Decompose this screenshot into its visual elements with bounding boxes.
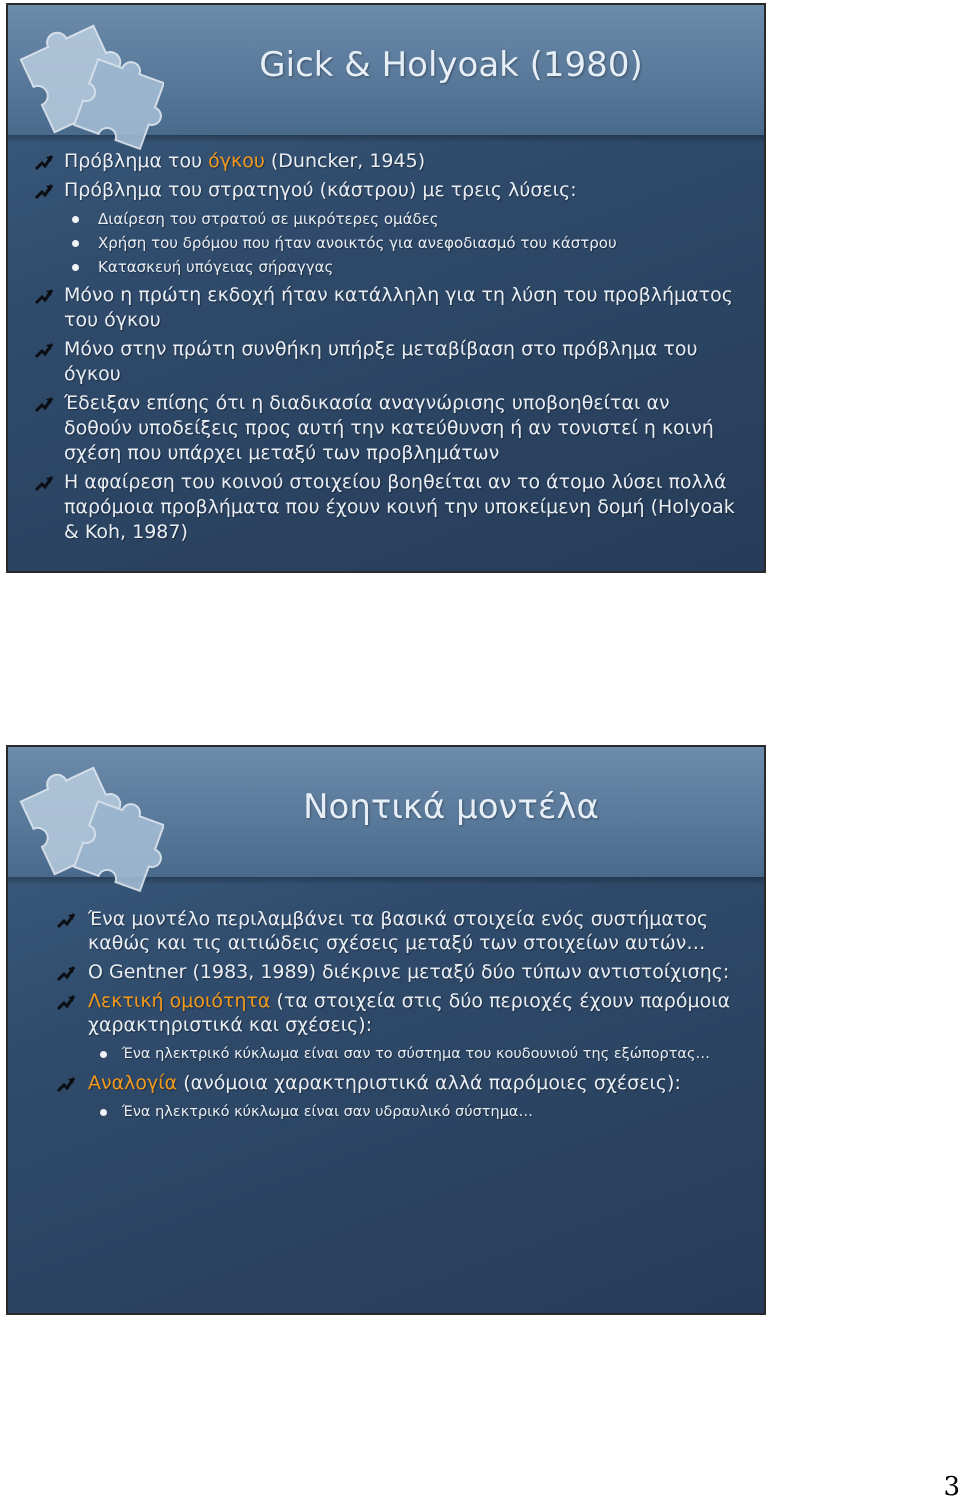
slide-gick-holyoak	[6, 3, 766, 573]
bullet-text: Κατασκευή υπόγειας σήραγγας	[98, 258, 334, 276]
sub-bullet-item	[30, 255, 740, 279]
page-number: 3	[943, 1472, 960, 1502]
arrow-bullet-icon	[34, 153, 54, 170]
bullet-text: Η αφαίρεση του κοινού στοιχείου βοηθείται αν το άτομο λύσει πολλά παρόμοια προβλήματα που έχουν κοινή την υποκείμενη δομή (Holyoak & Koh, 1987)	[64, 471, 735, 543]
bullet-item	[30, 283, 740, 333]
slide-title: Gick & Holyoak (1980)	[259, 45, 643, 85]
bullet-text: Χρήση του δρόμου που ήταν ανοικτός για ανεφοδιασμό του κάστρου	[98, 234, 617, 252]
slide-mental-models	[6, 745, 766, 1315]
sub-bullet-item	[30, 231, 740, 255]
bullet-text: Λεκτική ομοιότητα	[88, 990, 271, 1012]
arrow-bullet-icon	[34, 474, 54, 491]
arrow-bullet-icon	[56, 911, 76, 928]
bullet-text: Διαίρεση του στρατού σε μικρότερες ομάδες	[98, 210, 439, 228]
bullet-text: Ένα ηλεκτρικό κύκλωμα είναι σαν το σύστημα του κουδουνιού της εξώπορτας…	[122, 1046, 710, 1062]
bullet-item	[30, 337, 740, 387]
dot-bullet-icon	[100, 1051, 107, 1058]
dot-bullet-icon	[72, 264, 79, 271]
bullet-item	[30, 391, 740, 466]
bullet-text: Πρόβλημα του	[64, 150, 209, 172]
bullet-text: Πρόβλημα του στρατηγού (κάστρου) με τρεις λύσεις:	[64, 179, 577, 201]
dot-bullet-icon	[72, 240, 79, 247]
sub-bullet-item	[30, 207, 740, 231]
puzzle-pieces-icon	[14, 9, 164, 154]
dot-bullet-icon	[72, 216, 79, 223]
puzzle-pieces-icon	[14, 751, 164, 896]
bullet-item	[30, 989, 740, 1037]
bullet-text: Ένα ηλεκτρικό κύκλωμα είναι σαν υδραυλικό σύστημα…	[122, 1104, 533, 1120]
arrow-bullet-icon	[56, 993, 76, 1010]
bullet-item	[30, 470, 740, 545]
arrow-bullet-icon	[34, 395, 54, 412]
arrow-bullet-icon	[56, 1075, 76, 1092]
dot-bullet-icon	[100, 1109, 107, 1116]
sub-bullet-item	[30, 1100, 740, 1124]
sub-bullet-item	[30, 1042, 740, 1066]
bullet-item	[30, 960, 740, 984]
bullet-list	[30, 902, 740, 1124]
arrow-bullet-icon	[34, 182, 54, 199]
bullet-text: Έδειξαν επίσης ότι η διαδικασία αναγνώρισης υποβοηθείται αν δοθούν υποδείξεις προς αυτή την κατεύθυνση ή αν τονιστεί η κοινή σχέση που υπάρχει μεταξύ των προβλημάτων	[64, 392, 714, 464]
arrow-bullet-icon	[56, 964, 76, 981]
bullet-text: Μόνο η πρώτη εκδοχή ήταν κατάλληλη για τη λύση του προβλήματος του όγκου	[64, 284, 733, 331]
bullet-item	[30, 149, 740, 174]
bullet-text: όγκου	[208, 150, 265, 172]
bullet-text: Αναλογία	[88, 1072, 178, 1094]
bullet-item	[30, 178, 740, 203]
bullet-text: Ένα μοντέλο περιλαμβάνει τα βασικά στοιχεία ενός συστήματος καθώς και τις αιτιώδεις σχέσεις μεταξύ των στοιχείων αυτών…	[88, 908, 709, 954]
slide-title: Νοητικά μοντέλα	[303, 787, 599, 827]
arrow-bullet-icon	[34, 341, 54, 358]
bullet-item	[30, 907, 740, 955]
bullet-text: (ανόμοια χαρακτηριστικά αλλά παρόμοιες σχέσεις):	[177, 1072, 681, 1094]
bullet-text: (τα στοιχεία στις δύο περιοχές έχουν παρόμοια χαρακτηριστικά και σχέσεις):	[88, 990, 731, 1036]
arrow-bullet-icon	[34, 287, 54, 304]
bullet-list	[30, 145, 740, 549]
bullet-item	[30, 1071, 740, 1095]
bullet-text: (Duncker, 1945)	[264, 150, 426, 172]
bullet-text: Μόνο στην πρώτη συνθήκη υπήρξε μεταβίβαση στο πρόβλημα του όγκου	[64, 338, 698, 385]
bullet-text: Ο Gentner (1983, 1989) διέκρινε μεταξύ δύο τύπων αντιστοίχισης:	[88, 961, 730, 983]
